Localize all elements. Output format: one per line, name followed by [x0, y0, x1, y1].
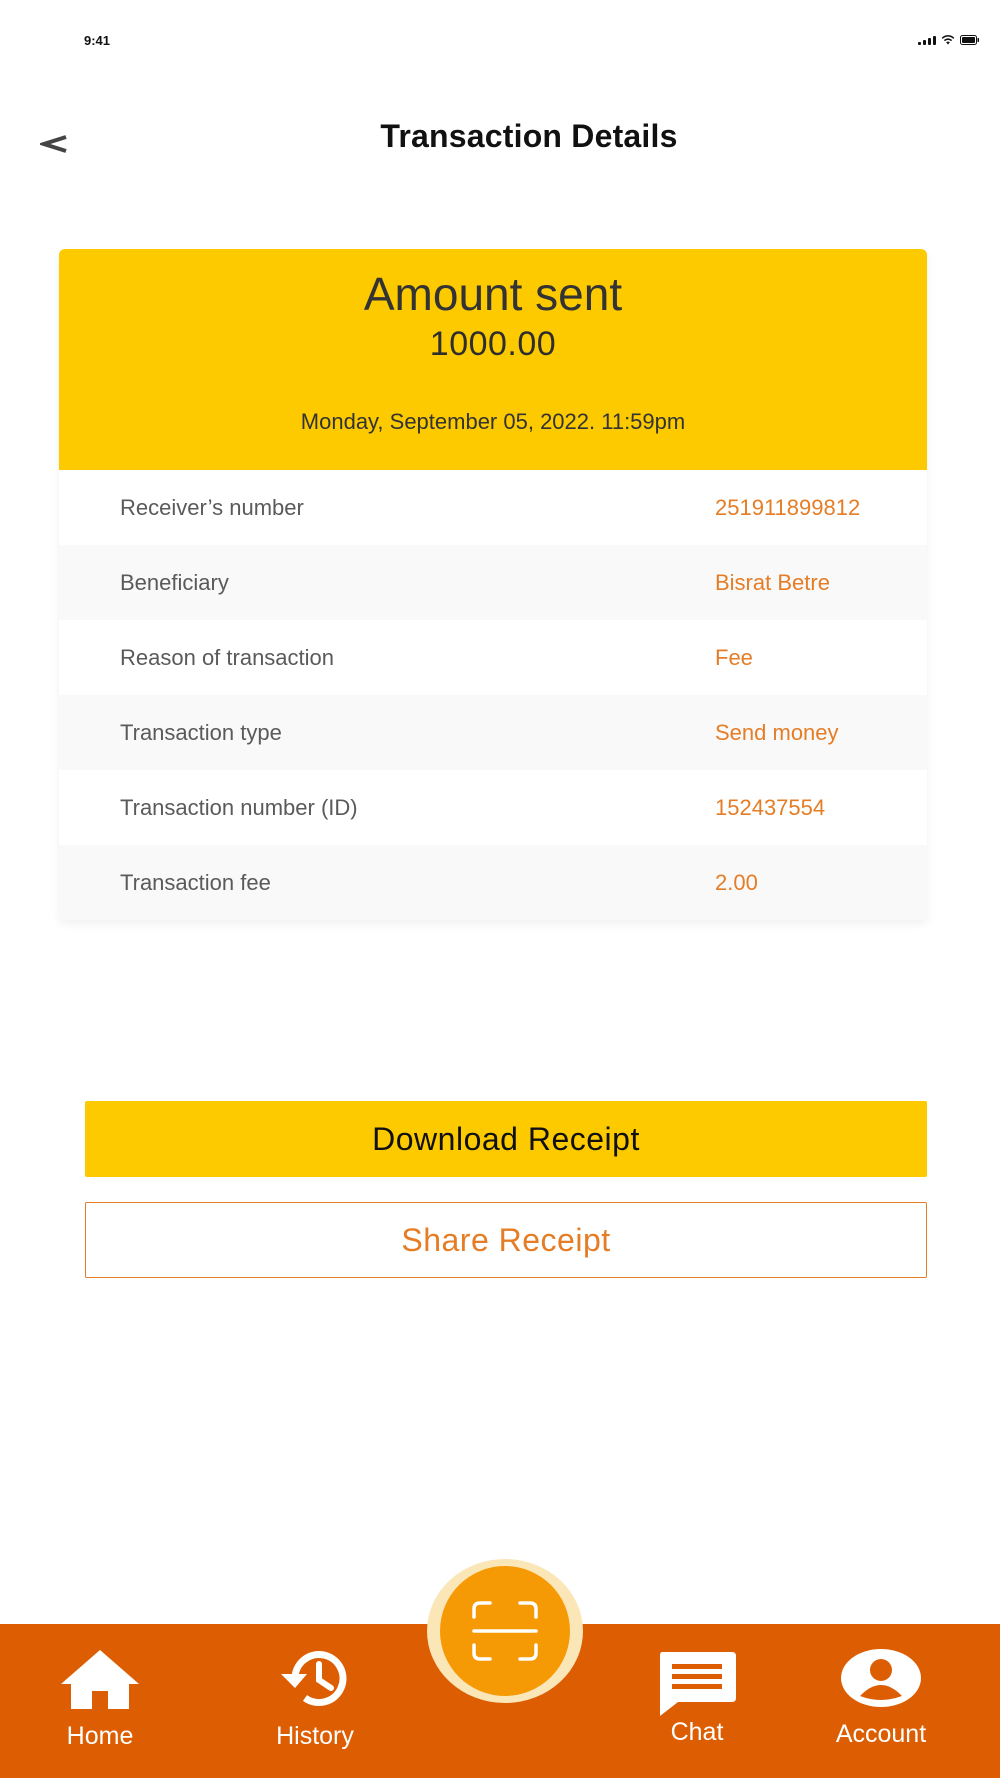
nav-item-account[interactable] — [826, 1624, 936, 1778]
amount-value: 1000.00 — [429, 325, 557, 363]
transaction-datetime: Monday, September 05, 2022. 11:59pm — [300, 409, 686, 434]
history-icon — [275, 1648, 355, 1710]
detail-label: Beneficiary — [120, 569, 229, 595]
detail-value: 152437554 — [715, 794, 826, 820]
status-bar — [0, 0, 1000, 84]
detail-row-transaction-type — [59, 695, 927, 770]
status-time: 9:41 — [84, 33, 111, 48]
detail-row-reason — [59, 620, 927, 695]
home-icon — [59, 1648, 141, 1710]
nav-item-chat[interactable] — [647, 1624, 747, 1778]
detail-label: Transaction number (ID) — [120, 794, 358, 820]
download-receipt-button[interactable]: Download Receipt — [85, 1101, 927, 1177]
scan-button-inner — [440, 1566, 570, 1696]
chat-icon — [656, 1650, 738, 1718]
scan-button[interactable] — [427, 1559, 583, 1703]
wifi-icon — [941, 35, 955, 45]
detail-row-beneficiary — [59, 545, 927, 620]
detail-label: Receiver’s number — [120, 494, 304, 520]
scan-icon — [472, 1601, 538, 1661]
detail-row-transaction-id — [59, 770, 927, 845]
detail-label: Transaction fee — [120, 869, 271, 895]
detail-value: 251911899812 — [715, 494, 861, 520]
cellular-signal-icon — [918, 35, 936, 45]
details-list — [59, 470, 927, 920]
detail-value: Send money — [715, 719, 839, 745]
detail-value: Bisrat Betre — [715, 569, 830, 595]
transaction-card — [59, 249, 927, 920]
detail-value: 2.00 — [715, 869, 758, 895]
nav-item-history[interactable] — [255, 1624, 375, 1778]
detail-row-receiver-number — [59, 470, 927, 545]
share-receipt-button[interactable]: Share Receipt — [85, 1202, 927, 1278]
amount-label: Amount sent — [363, 268, 623, 320]
nav-label: Chat — [670, 1718, 724, 1746]
status-icons — [918, 35, 980, 45]
nav-item-home[interactable] — [50, 1624, 150, 1778]
detail-label: Transaction type — [120, 719, 282, 745]
detail-value: Fee — [715, 644, 753, 670]
nav-label: History — [276, 1722, 354, 1750]
nav-label: Account — [835, 1720, 927, 1748]
amount-summary — [59, 249, 927, 470]
page-title: Transaction Details — [380, 118, 678, 154]
detail-label: Reason of transaction — [120, 644, 335, 670]
nav-label: Home — [66, 1722, 134, 1750]
account-icon — [840, 1648, 922, 1708]
detail-row-transaction-fee — [59, 845, 927, 920]
battery-icon — [960, 35, 980, 45]
